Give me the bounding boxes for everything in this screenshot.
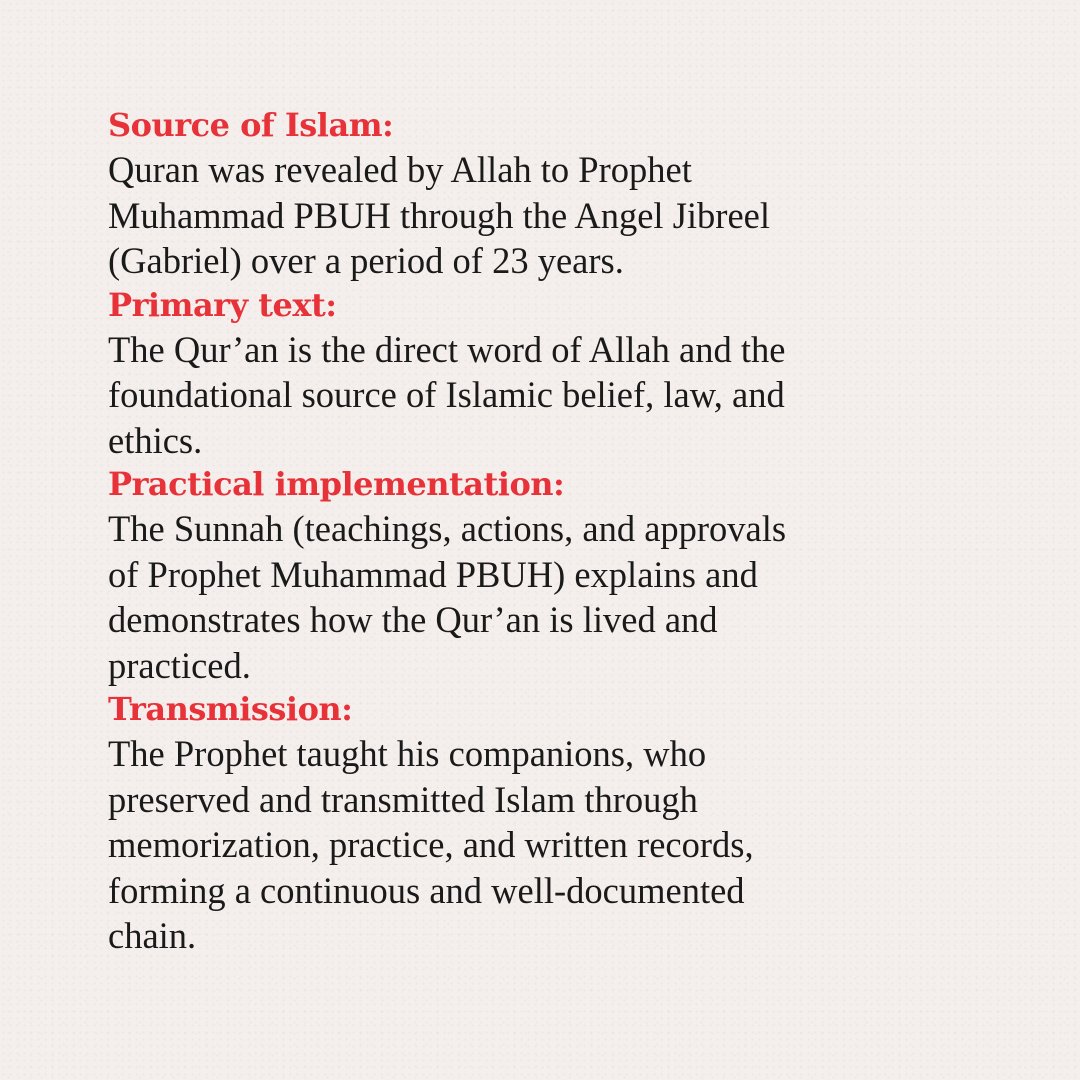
section-heading: Practical implementation: [108,465,565,503]
section-heading: Primary text: [108,285,337,324]
section-body: The Qur’an is the direct word of Allah and the foundational source of Islamic belief, law, and ethics. [108,328,786,461]
section-body: The Prophet taught his companions, who preserved and transmitted Islam through memorization, practice, and written records, forming a continuous and well-documented chain. [108,733,754,956]
section-primary-text [108,284,988,464]
section-source-of-islam [108,104,988,284]
section-transmission [108,688,988,959]
section-practical-implementation [108,463,988,688]
document-content [108,104,988,959]
section-heading: Transmission: [108,690,353,728]
section-body: The Sunnah (teachings, actions, and approvals of Prophet Muhammad PBUH) explains and demonstrates how the Qur’an is lived and practiced. [108,508,787,686]
section-heading: Source of Islam: [108,106,394,144]
section-body: Quran was revealed by Allah to Prophet Muhammad PBUH through the Angel Jibreel (Gabriel) over a period of 23 years. [108,149,770,281]
